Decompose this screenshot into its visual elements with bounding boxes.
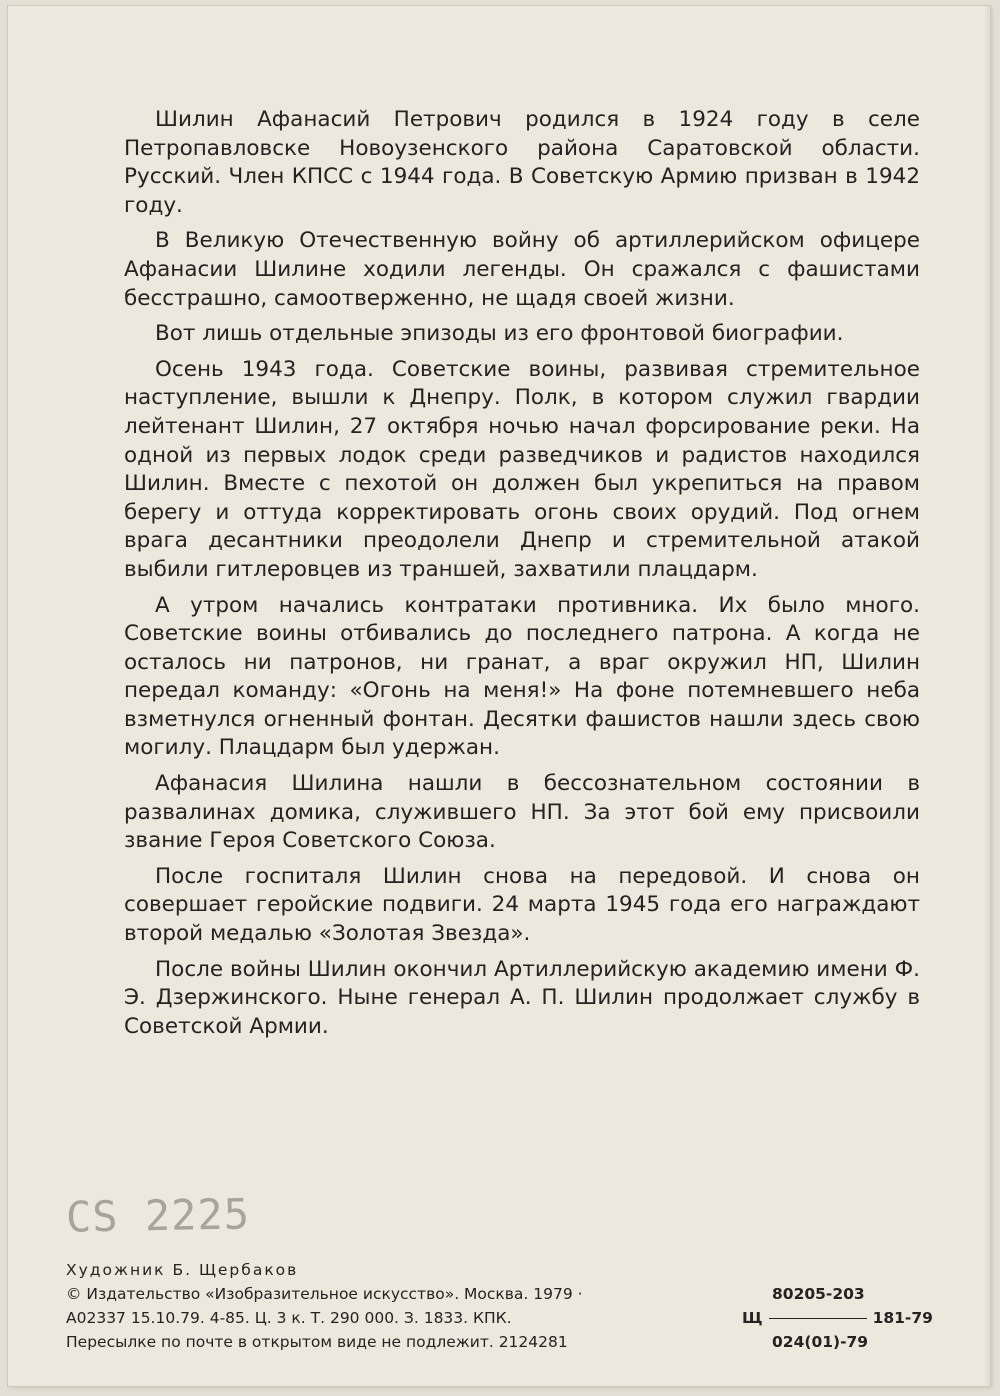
paragraph-7: После госпиталя Шилин снова на передовой. И снова он совершает геройские подвиги. 24 марта 1945 года его награждают второй медалью «Золотая Звезда». xyxy=(124,863,920,947)
artist-credit: Художник Б. Щербаков xyxy=(66,1261,299,1279)
code-bottom: 024(01)-79 xyxy=(772,1333,869,1351)
code-letter: Щ xyxy=(742,1309,763,1327)
handwritten-catalog-number: CS 2225 xyxy=(65,1189,251,1242)
publisher-line: © Издательство «Изобразительное искусство». Москва. 1979 · xyxy=(66,1285,583,1303)
paragraph-5: А утром начались контратаки противника. Их было много. Советские воины отбивались до последнего патрона. А когда не осталось ни патронов, ни гранат, а враг окружил НП, Шилин передал команду: «Огонь на меня!» На фоне потемневшего неба взметнулся огненный фонтан. Десятки фашистов нашли здесь свою могилу. Плацдарм был удержан. xyxy=(124,592,920,761)
paragraph-8: После войны Шилин окончил Артиллерийскую академию имени Ф. Э. Дзержинского. Ныне генерал А. П. Шилин продолжает службу в Советской Армии. xyxy=(124,956,920,1039)
biography-text xyxy=(124,106,920,1048)
paragraph-2: В Великую Отечественную войну об артиллерийском офицере Афанасии Шилине ходили легенды. Он сражался с фашистами бесстрашно, самоотверженно, не щадя своей жизни. xyxy=(124,228,920,311)
paragraph-1: Шилин Афанасий Петрович родился в 1924 году в селе Петропавловске Новоузенского района Саратовской области. Русский. Член КПСС с 1944 года. В Советскую Армию призван в 1942 году. xyxy=(124,107,920,218)
paragraph-4: Осень 1943 года. Советские воины, развивая стремительное наступление, вышли к Днепру. Полк, в котором служил гвардии лейтенант Шилин, 27 октября ночью начал форсирование реки. На одной из первых лодок среди разведчиков и радистов находился Шилин. Вместе с пехотой он должен был укрепиться на правом берегу и оттуда корректировать огонь своих орудий. Под огнем врага десантники преодолели Днепр и стремительной атакой выбили гитлеровцев из траншей, захватили плацдарм. xyxy=(124,356,920,582)
code-right: 181-79 xyxy=(872,1309,933,1327)
paragraph-6: Афанасия Шилина нашли в бессознательном состоянии в развалинах домика, служившего НП. За этот бой ему присвоили звание Героя Советского Союза. xyxy=(124,771,920,854)
code-dash xyxy=(769,1318,867,1319)
postal-note-line: Пересылке по почте в открытом виде не подлежит. 2124281 xyxy=(66,1333,568,1351)
code-middle xyxy=(742,1306,933,1330)
postcard-back xyxy=(8,6,990,1386)
code-top: 80205-203 xyxy=(772,1285,865,1303)
paragraph-3: Вот лишь отдельные эпизоды из его фронтовой биографии. xyxy=(155,321,844,347)
print-info-line: А02337 15.10.79. 4-85. Ц. 3 к. Т. 290 000. З. 1833. КПК. xyxy=(66,1309,512,1327)
